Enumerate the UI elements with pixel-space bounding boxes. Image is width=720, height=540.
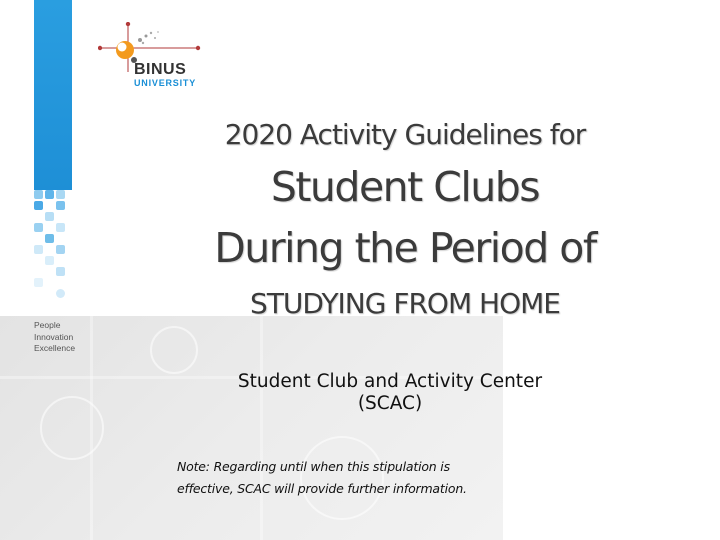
- tagline: [34, 320, 75, 355]
- note-text: [177, 456, 557, 500]
- blue-stripe: [34, 0, 72, 190]
- mosaic-decoration: [34, 190, 74, 305]
- tagline-line: Innovation: [34, 331, 74, 342]
- logo-name: BINUS: [134, 61, 187, 78]
- logo-wordmark: [134, 62, 196, 89]
- tagline-line: Excellence: [34, 343, 76, 353]
- organizer-abbr: (SCAC): [357, 393, 423, 414]
- title-line-3: During the Period of: [214, 224, 596, 272]
- logo-subtitle: UNIVERSITY: [134, 78, 197, 88]
- background-panel: [0, 316, 503, 540]
- note-line: effective, SCAC will provide further information.: [177, 481, 467, 496]
- title-line-2: Student Clubs: [270, 163, 540, 211]
- note-line: Note: Regarding until when this stipulation is: [177, 459, 450, 474]
- organizer-name: Student Club and Activity Center: [237, 371, 543, 392]
- title-line-4: STUDYING FROM HOME: [250, 287, 560, 320]
- title-line-1: 2020 Activity Guidelines for: [224, 118, 586, 151]
- tagline-line: People: [34, 320, 61, 330]
